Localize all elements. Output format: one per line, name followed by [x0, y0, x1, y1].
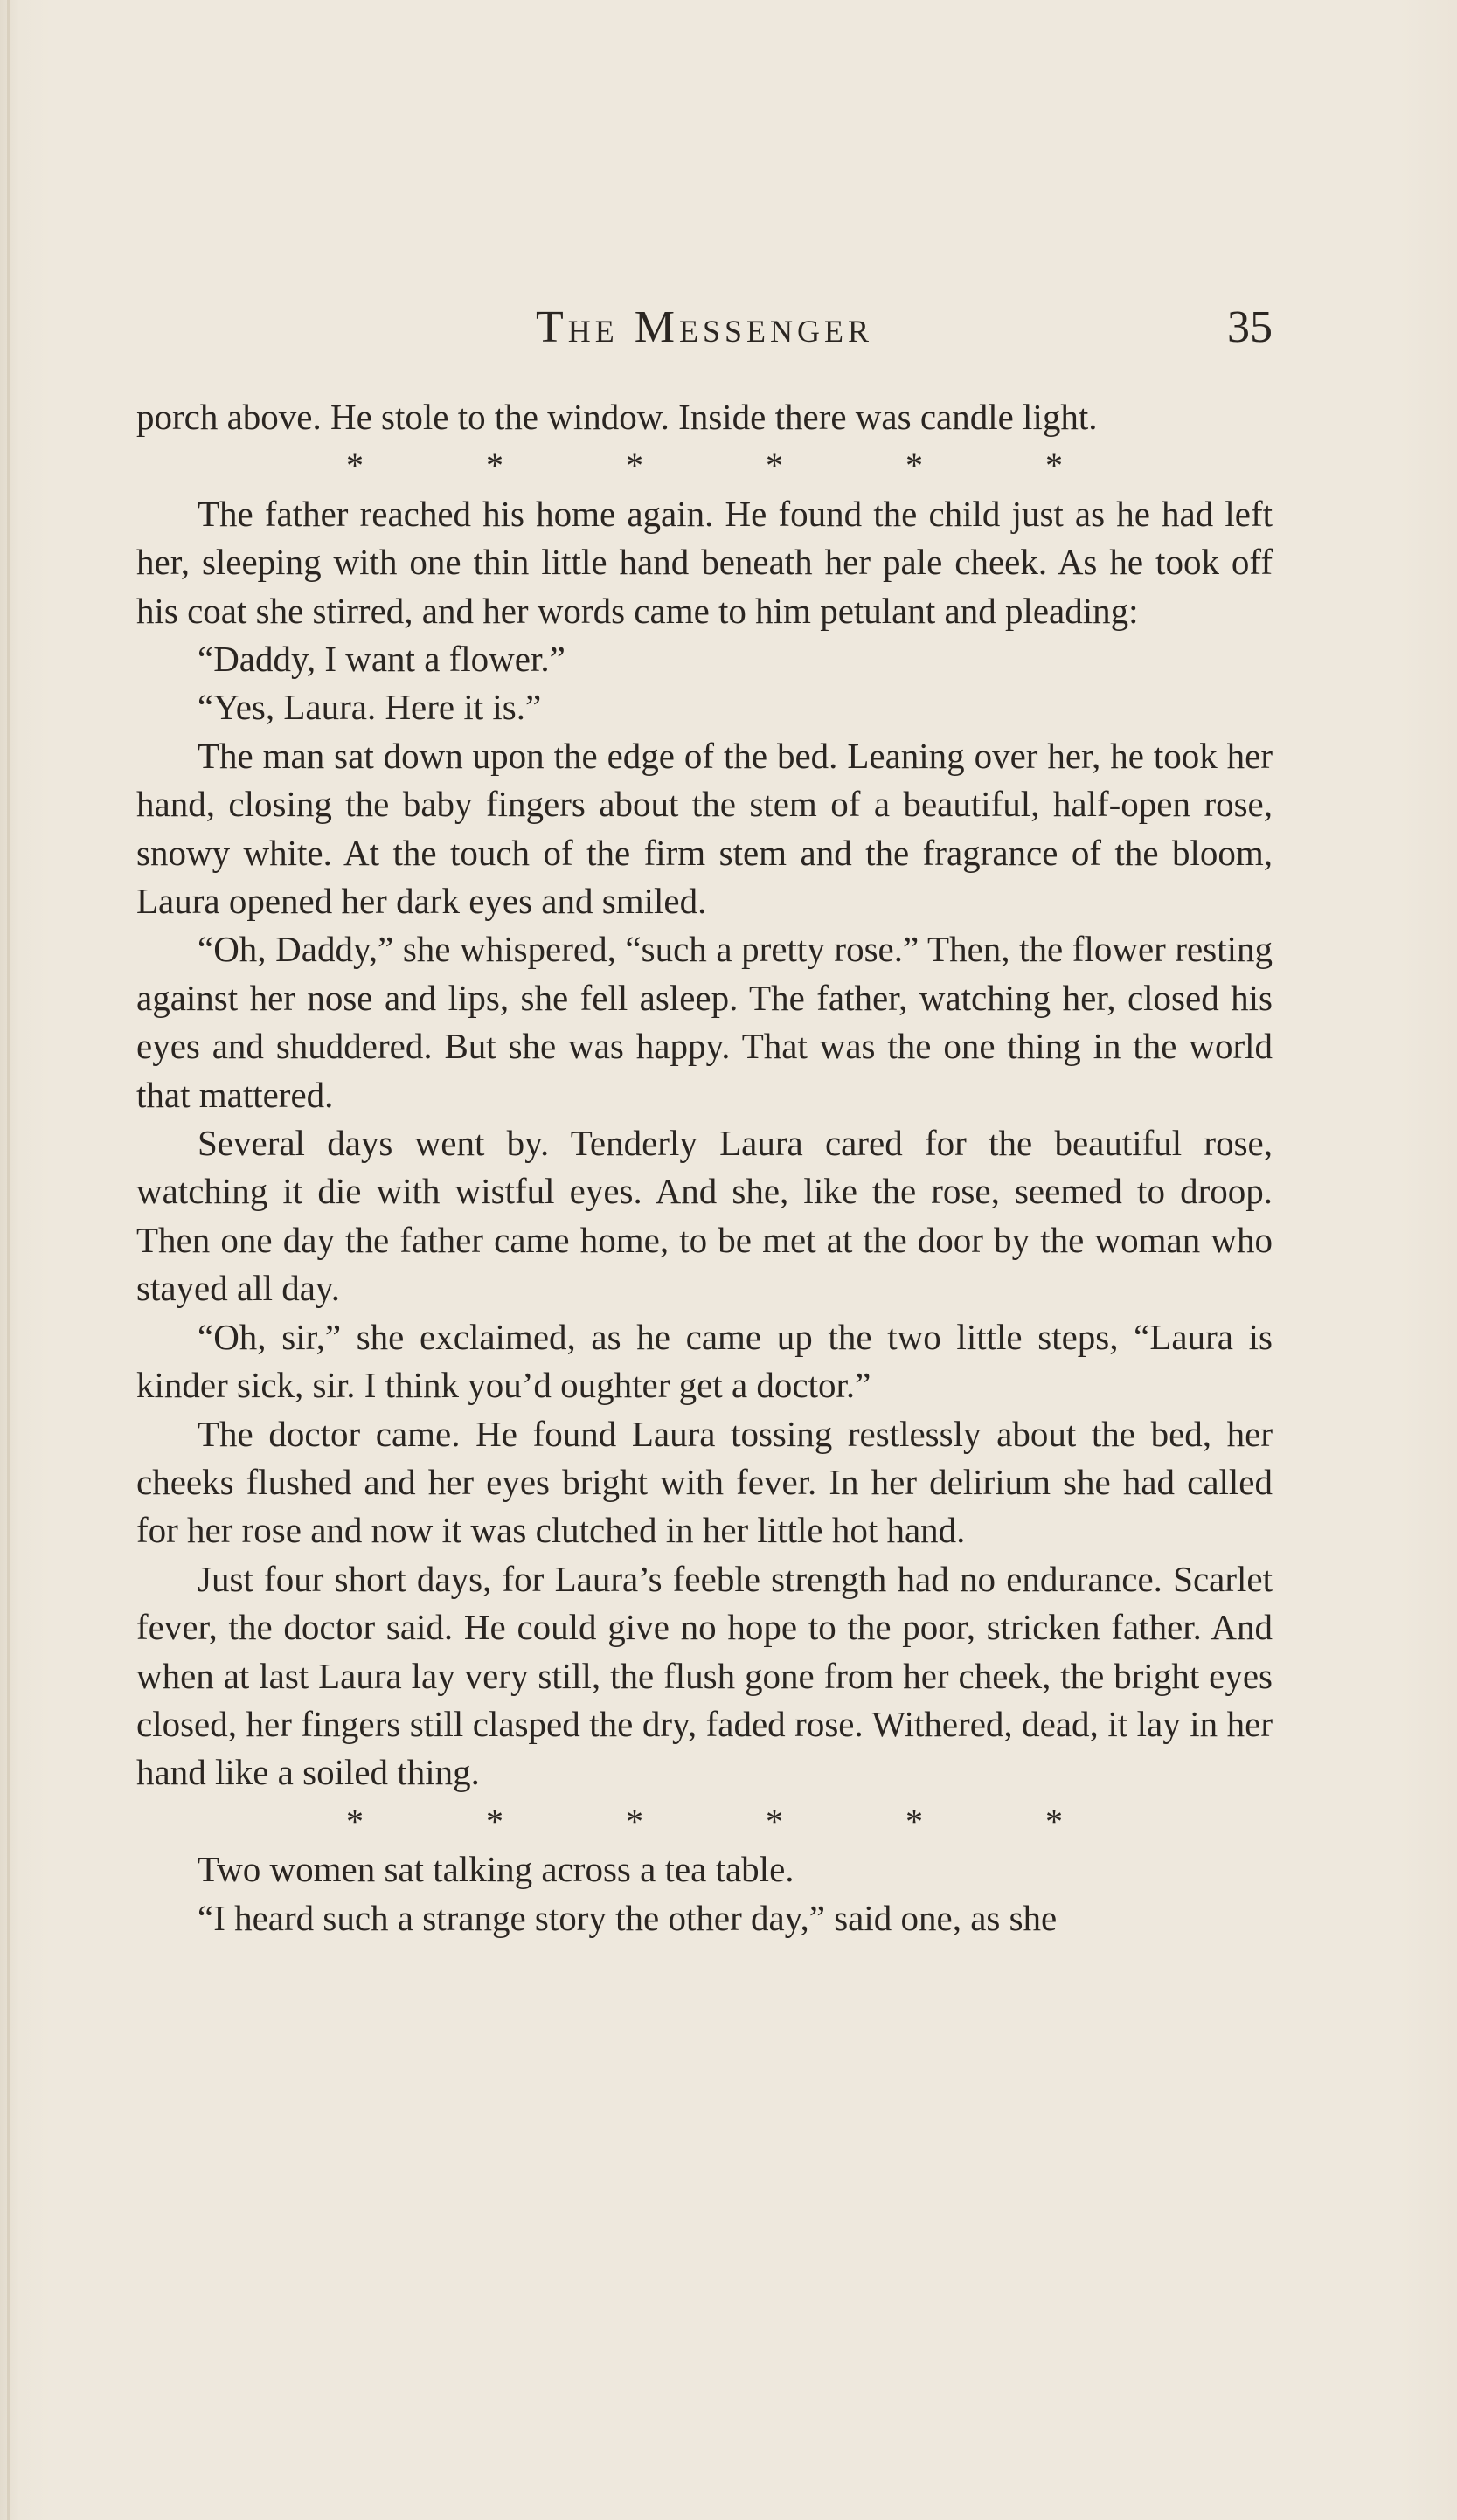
asterisk: * [346, 1801, 364, 1841]
asterisk: * [346, 446, 364, 486]
paragraph-1: porch above. He stole to the window. Inside there was candle light. [136, 397, 1098, 437]
paragraph-5: The man sat down upon the edge of the bed. Leaning over her, he took her hand, closing the baby fingers about the stem of a beautiful, half-open rose, snowy white. At the touch of the firm stem and the fragrance of the bloom, Laura opened her dark eyes and smiled. [136, 735, 1273, 922]
asterisk: * [905, 1801, 923, 1841]
asterisk: * [486, 446, 503, 486]
asterisk: * [1045, 1801, 1063, 1841]
running-title: The Messenger [535, 302, 873, 352]
asterisk: * [766, 446, 783, 486]
paragraph-3: “Daddy, I want a flower.” [198, 639, 565, 680]
paragraph-10: Just four short days, for Laura’s feeble strength had no endurance. Scarlet fever, the doctor said. He could give no hope to the poor, stricken father. And when at last Laura lay very still, the flush gone from her cheek, the bright eyes closed, her fingers still clasped the dry, faded rose. Withered, dead, it lay in her hand like a soiled thing. [136, 1558, 1273, 1793]
section-break-1 [136, 441, 1273, 489]
paragraph-2: The father reached his home again. He found the child just as he had left her, sleeping with one thin little hand beneath her pale cheek. As he took off his coat she stirred, and her words came to him petulant and pleading: [136, 493, 1273, 631]
page-gutter-edge [7, 0, 10, 2520]
asterisk: * [905, 446, 923, 486]
asterisk: * [1045, 446, 1063, 486]
body-text [136, 393, 1273, 1942]
page-header [136, 297, 1273, 358]
asterisk: * [766, 1801, 783, 1841]
paragraph-11: Two women sat talking across a tea table. [198, 1849, 794, 1890]
section-break-2 [136, 1797, 1273, 1845]
asterisk: * [626, 1801, 643, 1841]
asterisk: * [626, 446, 643, 486]
paragraph-4: “Yes, Laura. Here it is.” [198, 687, 542, 728]
paragraph-9: The doctor came. He found Laura tossing restlessly about the bed, her cheeks flushed and her eyes bright with fever. In her delirium she had called for her rose and now it was clutched in her little hot hand. [136, 1413, 1273, 1551]
paragraph-7: Several days went by. Tenderly Laura cared for the beautiful rose, watching it die with wistful eyes. And she, like the rose, seemed to droop. Then one day the father came home, to be met at the door by the woman who stayed all day. [136, 1123, 1273, 1309]
paragraph-12: “I heard such a strange story the other day,” said one, as she [198, 1897, 1058, 1938]
paragraph-6: “Oh, Daddy,” she whispered, “such a pretty rose.” Then, the flower resting against her nose and lips, she fell asleep. The father, watching her, closed his eyes and shuddered. But she was happy. That was the one thing in the world that mattered. [136, 929, 1273, 1115]
asterisk: * [486, 1801, 503, 1841]
paragraph-8: “Oh, sir,” she exclaimed, as he came up the two little steps, “Laura is kinder sick, sir. I think you’d oughter get a doctor.” [136, 1316, 1273, 1406]
page-number: 35 [1227, 302, 1273, 352]
